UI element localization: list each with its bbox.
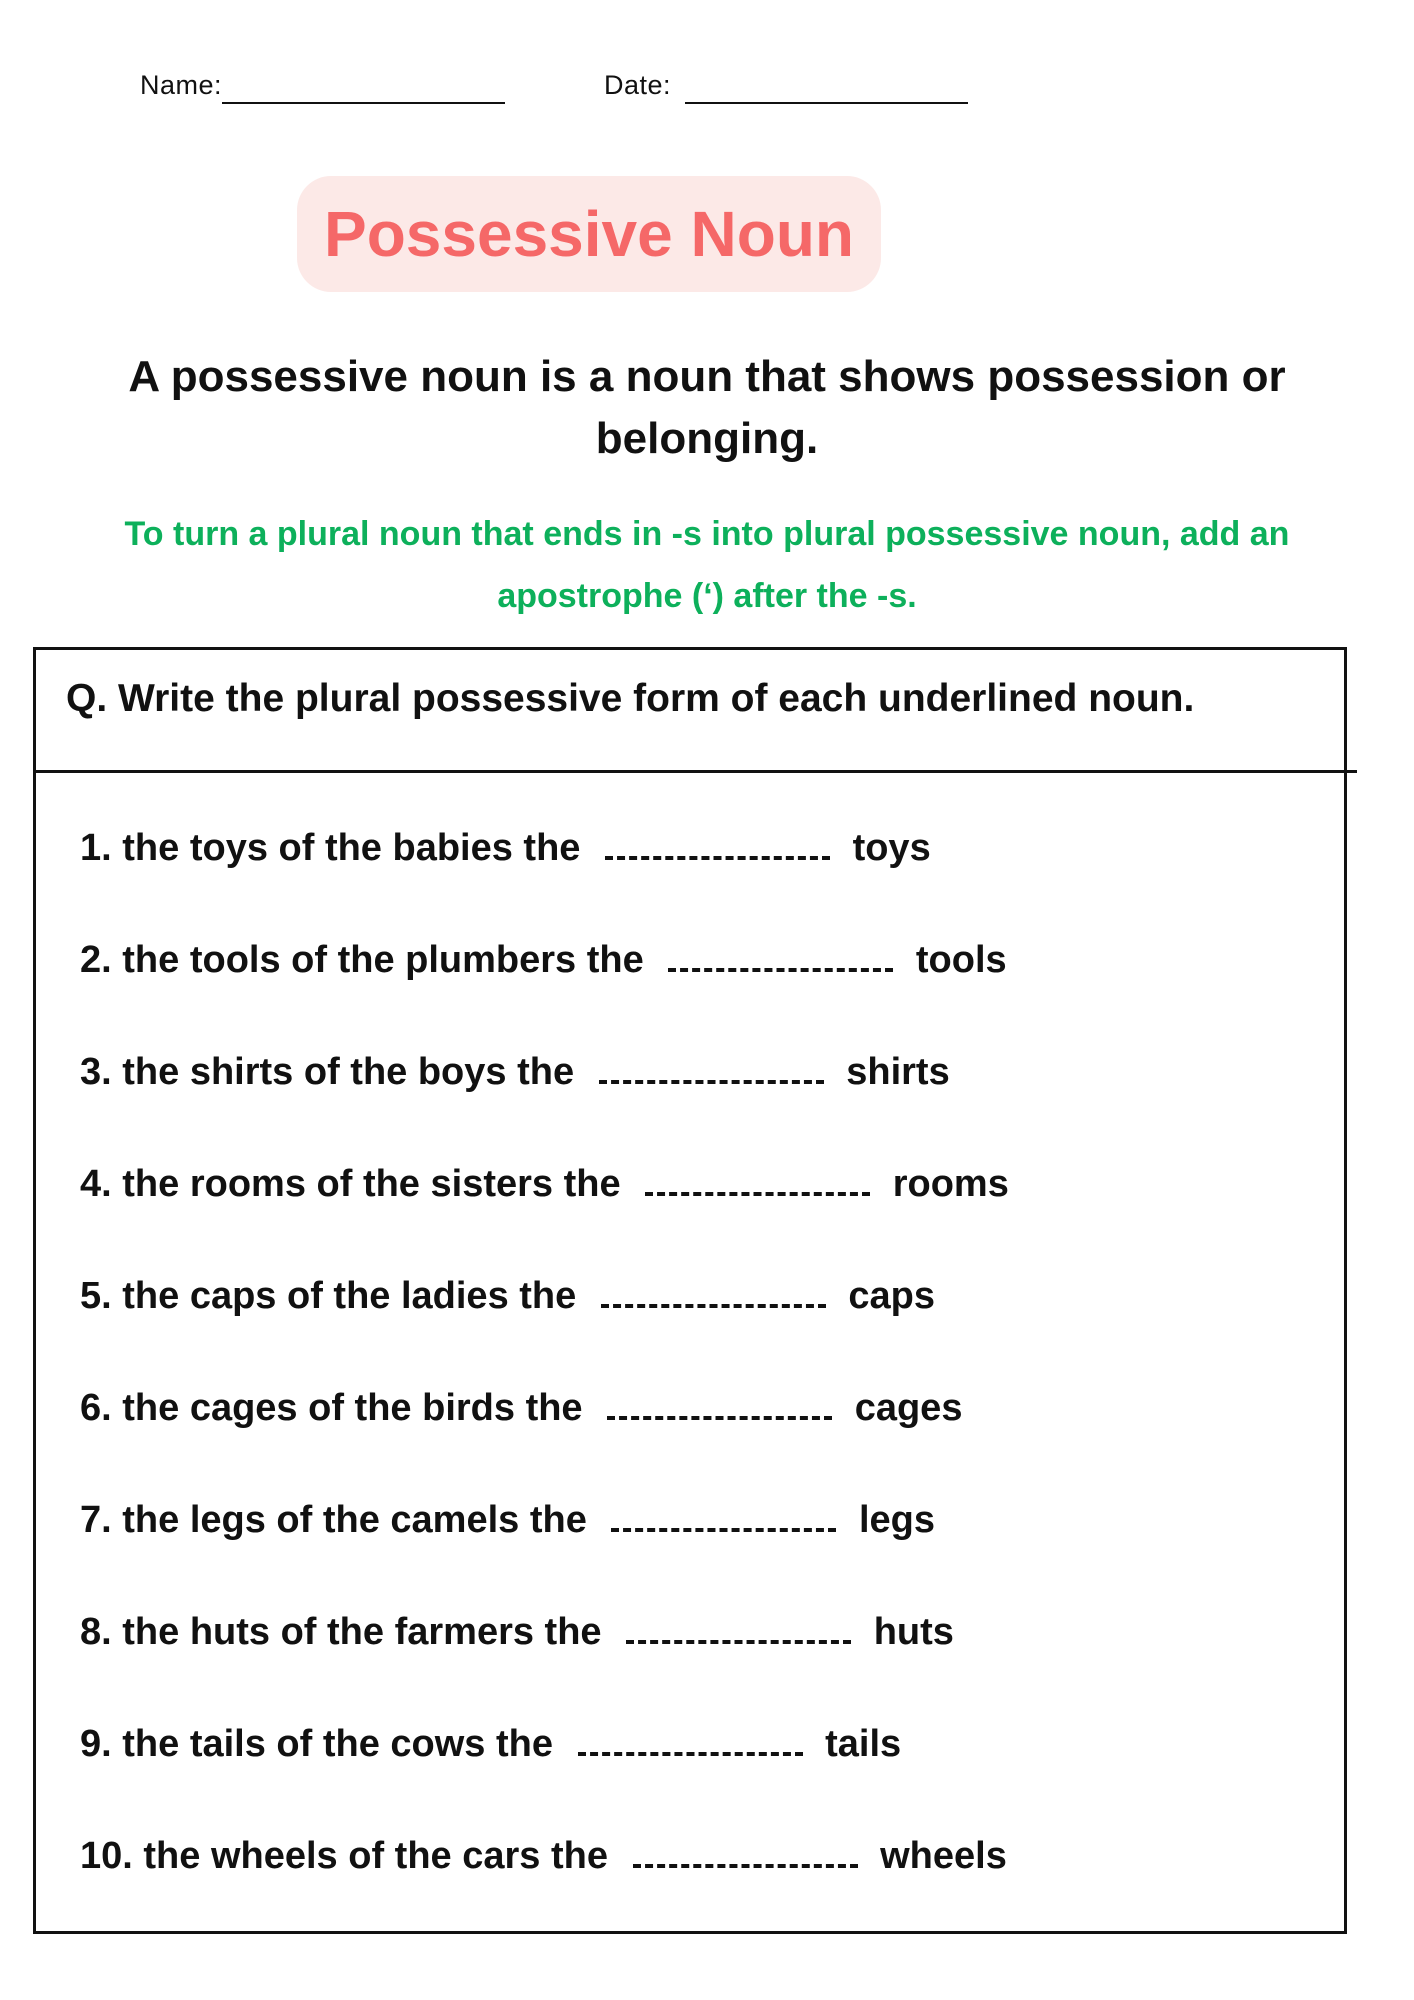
item-number: 10. (80, 1835, 133, 1877)
item-text-after: rooms (892, 1163, 1009, 1205)
page-title: Possessive Noun (324, 198, 854, 270)
item-text-before: the toys of the babies the (122, 827, 581, 869)
worksheet-item (80, 1240, 1330, 1352)
worksheet-item (80, 904, 1330, 1016)
item-number: 6. (80, 1387, 112, 1429)
item-text-before: the shirts of the boys the (122, 1051, 575, 1093)
answer-blank[interactable] (599, 1080, 824, 1084)
answer-blank[interactable] (578, 1752, 803, 1756)
worksheet-item (80, 1016, 1330, 1128)
question-box (33, 647, 1347, 1934)
item-number: 3. (80, 1051, 112, 1093)
item-number: 4. (80, 1163, 112, 1205)
item-text-before: the huts of the farmers the (122, 1611, 602, 1653)
item-text-after: legs (858, 1499, 936, 1541)
item-number: 7. (80, 1499, 112, 1541)
name-label: Name: (140, 70, 223, 100)
date-label: Date: (604, 70, 672, 100)
item-text-before: the legs of the camels the (122, 1499, 587, 1541)
title-badge (297, 176, 881, 292)
worksheet-item (80, 1352, 1330, 1464)
item-text-after: huts (873, 1611, 954, 1653)
answer-blank[interactable] (601, 1304, 826, 1308)
name-input-line[interactable] (222, 102, 505, 104)
answer-blank[interactable] (668, 968, 893, 972)
item-number: 5. (80, 1275, 112, 1317)
item-text-after: tools (915, 939, 1007, 981)
answer-blank[interactable] (607, 1416, 832, 1420)
worksheet-item (80, 1800, 1330, 1912)
worksheet-items (80, 792, 1330, 1912)
rule-text: To turn a plural noun that ends in -s into plural possessive noun, add an apostrophe (‘) after the -s. (124, 515, 1290, 615)
worksheet-item (80, 792, 1330, 904)
question-divider-line (33, 770, 1357, 773)
item-number: 9. (80, 1723, 112, 1765)
worksheet-item (80, 1688, 1330, 1800)
item-text-before: the tails of the cows the (122, 1723, 553, 1765)
item-number: 1. (80, 827, 112, 869)
item-text-before: the caps of the ladies the (122, 1275, 577, 1317)
item-text-before: the rooms of the sisters the (122, 1163, 621, 1205)
item-text-after: cages (854, 1387, 963, 1429)
question-text: Q. Write the plural possessive form of each underlined noun. (66, 677, 1195, 720)
answer-blank[interactable] (633, 1864, 858, 1868)
answer-blank[interactable] (611, 1528, 836, 1532)
item-text-after: caps (848, 1275, 936, 1317)
item-number: 8. (80, 1611, 112, 1653)
date-input-line[interactable] (685, 102, 968, 104)
answer-blank[interactable] (626, 1640, 851, 1644)
item-text-before: the wheels of the cars the (143, 1835, 608, 1877)
worksheet-item (80, 1576, 1330, 1688)
item-text-before: the tools of the plumbers the (122, 939, 644, 981)
definition-text: A possessive noun is a noun that shows possession or belonging. (128, 352, 1286, 463)
answer-blank[interactable] (605, 856, 830, 860)
item-number: 2. (80, 939, 112, 981)
worksheet-item (80, 1128, 1330, 1240)
worksheet-item (80, 1464, 1330, 1576)
answer-blank[interactable] (645, 1192, 870, 1196)
item-text-after: shirts (846, 1051, 950, 1093)
item-text-after: tails (825, 1723, 902, 1765)
item-text-before: the cages of the birds the (122, 1387, 583, 1429)
item-text-after: toys (852, 827, 931, 869)
item-text-after: wheels (880, 1835, 1007, 1877)
